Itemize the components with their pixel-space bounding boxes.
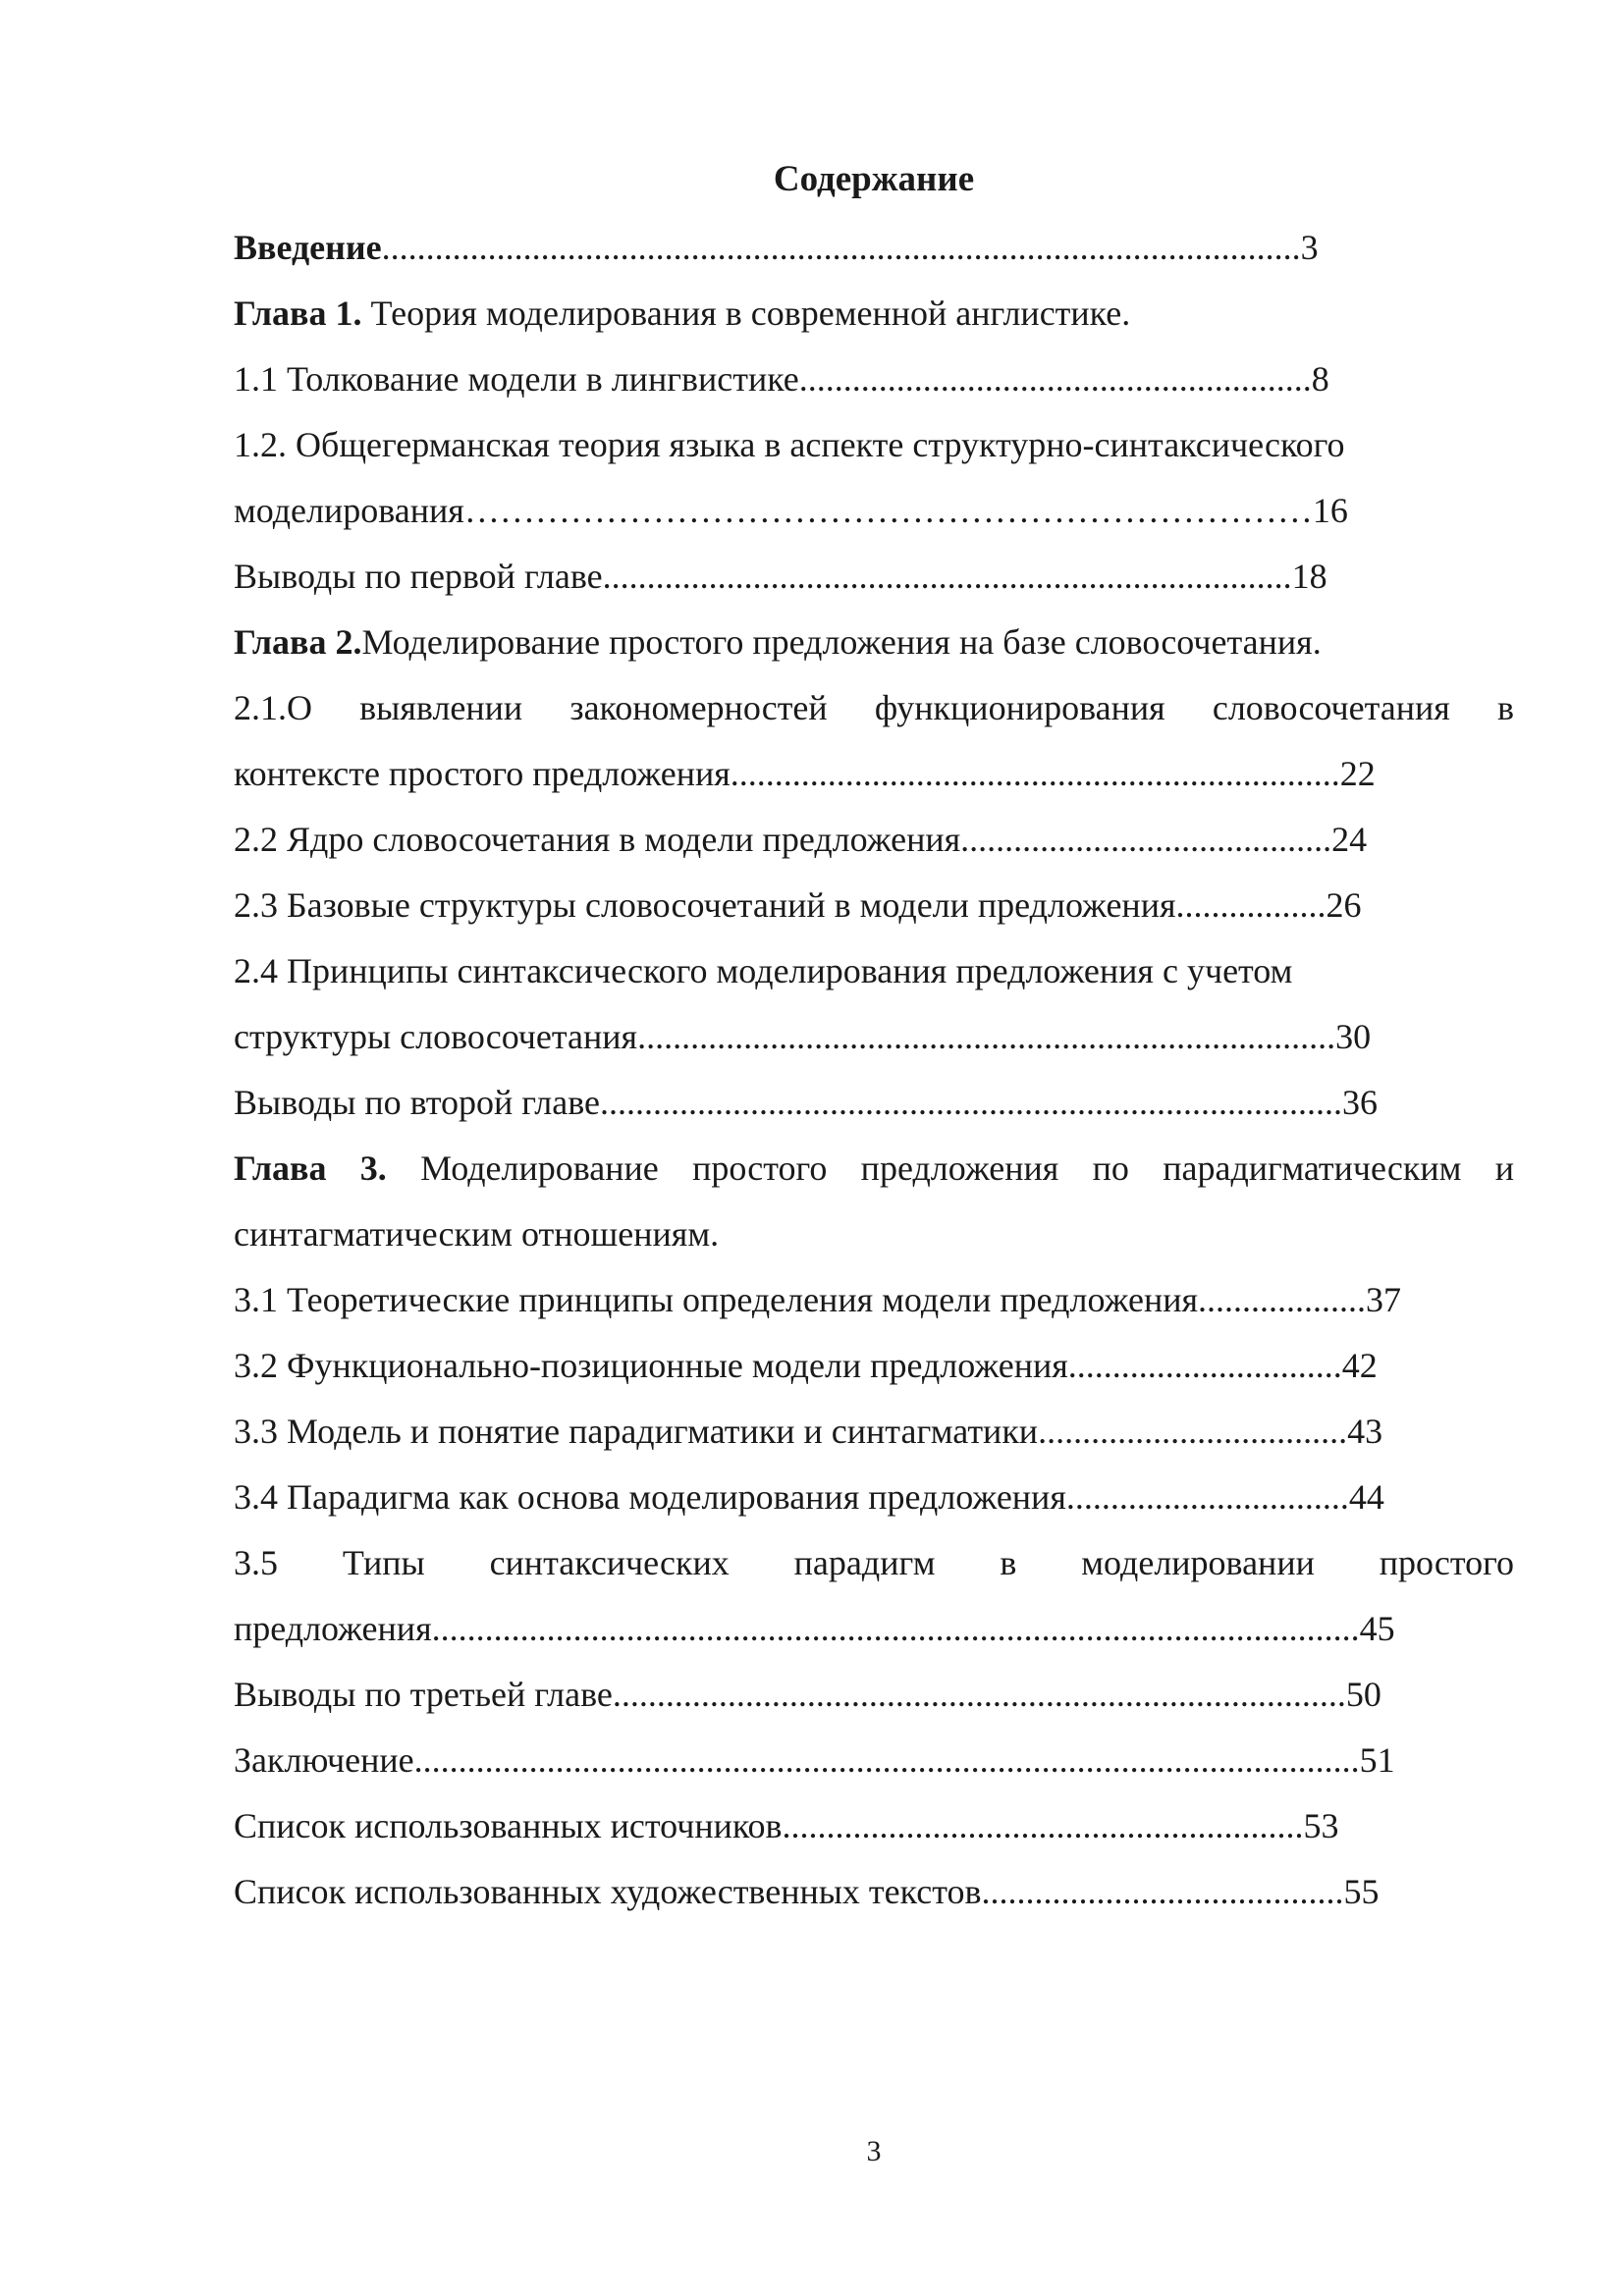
toc-entry-text: Выводы по второй главе....................................................................................36 bbox=[234, 1083, 1378, 1122]
toc-entry-text: 3.4 Парадигма как основа моделирования предложения................................44 bbox=[234, 1477, 1384, 1517]
toc-entry-chapter-1 bbox=[234, 289, 1130, 338]
toc-entry-chapter-3 bbox=[234, 1144, 1514, 1193]
toc-entry-references bbox=[234, 1801, 1339, 1850]
toc-entry-text: 3.3 Модель и понятие парадигматики и синтагматики...................................43 bbox=[234, 1412, 1383, 1451]
page-number: 3 bbox=[866, 2135, 882, 2167]
toc-entry-1-2 bbox=[234, 420, 1345, 469]
toc-entry-heading: Глава 1. bbox=[234, 294, 362, 333]
page-title: Содержание bbox=[773, 159, 975, 199]
toc-entry-chapter-3-cont bbox=[234, 1209, 719, 1258]
toc-entry-2-2 bbox=[234, 815, 1367, 864]
toc-entry-2-4-cont bbox=[234, 1012, 1371, 1061]
toc-entry-3-4 bbox=[234, 1472, 1384, 1522]
toc-entry-text: 2.3 Базовые структуры словосочетаний в модели предложения.................26 bbox=[234, 885, 1362, 925]
toc-entry-text: структуры словосочетания...............................................................................30 bbox=[234, 1017, 1372, 1056]
toc-entry-conclusions-1 bbox=[234, 552, 1327, 601]
toc-entry-introduction bbox=[234, 223, 1319, 272]
toc-entry-text: Теория моделирования в современной англистике. bbox=[361, 294, 1131, 333]
toc-entry-text: Список использованных художественных текстов.........................................55 bbox=[234, 1872, 1380, 1911]
toc-entry-2-1-cont bbox=[234, 749, 1376, 798]
toc-entry-3-3 bbox=[234, 1407, 1382, 1456]
toc-entry-text: 2.2 Ядро словосочетания в модели предложения..........................................24 bbox=[234, 820, 1368, 859]
toc-entry-3-5 bbox=[234, 1538, 1514, 1587]
toc-entry-text: предложения.........................................................................................................45 bbox=[234, 1609, 1395, 1648]
toc-entry-chapter-2 bbox=[234, 617, 1322, 667]
toc-entry-3-5-cont bbox=[234, 1604, 1395, 1653]
toc-entry-3-1 bbox=[234, 1275, 1401, 1324]
toc-entry-text: синтагматическим отношениям. bbox=[234, 1214, 720, 1254]
toc-entry-text: 3.5 Типы синтаксических парадигм в моделировании простого bbox=[234, 1543, 1514, 1582]
toc-entry-text: 2.4 Принципы синтаксического моделирования предложения с учетом bbox=[234, 951, 1293, 990]
toc-entry-text: Заключение...........................................................................................................51 bbox=[234, 1740, 1395, 1780]
toc-entry-text: Моделирование простого предложения на базе словосочетания. bbox=[361, 622, 1322, 662]
toc-entry-3-2 bbox=[234, 1341, 1378, 1390]
toc-entry-conclusions-3 bbox=[234, 1670, 1381, 1719]
toc-entry-heading: Глава 2. bbox=[234, 622, 362, 662]
toc-entry-1-1 bbox=[234, 354, 1329, 403]
toc-entry-text: 3.1 Теоретические принципы определения модели предложения...................37 bbox=[234, 1280, 1402, 1319]
toc-entry-text: 1.2. Общегерманская теория языка в аспекте структурно-синтаксического bbox=[234, 425, 1345, 464]
toc-entry-text: 1.1 Толкование модели в лингвистике..........................................................8 bbox=[234, 359, 1329, 399]
toc-entry-text: 3.2 Функционально-позиционные модели предложения...............................42 bbox=[234, 1346, 1378, 1385]
toc-entry-conclusions-2 bbox=[234, 1078, 1378, 1127]
toc-entry-1-2-cont bbox=[234, 486, 1348, 535]
toc-entry-literary-texts bbox=[234, 1867, 1379, 1916]
toc-entry-text: Список использованных источников...........................................................53 bbox=[234, 1806, 1339, 1845]
toc-entry-text: Выводы по первой главе..............................................................................18 bbox=[234, 557, 1327, 596]
toc-entry-text: Выводы по третьей главе...................................................................................50 bbox=[234, 1675, 1381, 1714]
toc-entry-text: Моделирование простого предложения по парадигматическим и bbox=[386, 1148, 1514, 1188]
toc-entry-2-1 bbox=[234, 683, 1514, 732]
toc-entry-text: контексте простого предложения.....................................................................22 bbox=[234, 754, 1376, 793]
toc-entry-text: моделирования………………………………………………………………16 bbox=[234, 491, 1348, 530]
toc-entry-2-4 bbox=[234, 946, 1292, 995]
toc-entry-text: ........................................................................................................3 bbox=[381, 228, 1319, 267]
toc-entry-heading: Введение bbox=[234, 228, 382, 267]
toc-entry-text: 2.1.О выявлении закономерностей функционирования словосочетания в bbox=[234, 688, 1514, 727]
toc-entry-2-3 bbox=[234, 881, 1362, 930]
toc-entry-conclusion bbox=[234, 1735, 1395, 1785]
toc-entry-heading: Глава 3. bbox=[234, 1148, 387, 1188]
